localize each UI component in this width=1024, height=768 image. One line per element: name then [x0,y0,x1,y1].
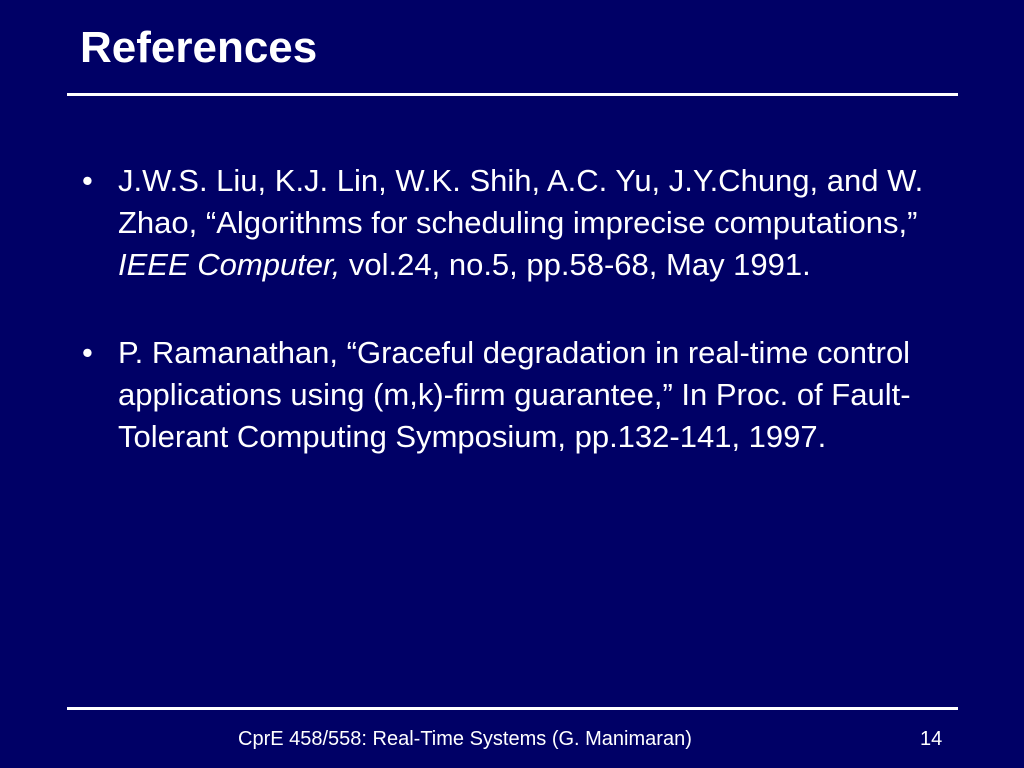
reference-item [80,160,960,286]
page-number: 14 [920,728,943,750]
reference-details: vol.24, no.5, pp.58-68, May 1991. [340,247,811,282]
footer-divider [67,707,958,710]
bullet-icon: • [82,335,93,370]
title-divider [67,93,958,96]
reference-journal: IEEE Computer, [118,247,341,282]
footer-course: CprE 458/558: Real-Time Systems (G. Manimaran) [238,728,692,750]
slide-title: References [80,23,318,72]
bullet-icon: • [82,163,93,198]
reference-text: J.W.S. Liu, K.J. Lin, W.K. Shih, A.C. Yu, J.Y.Chung, and W. Zhao, “Algorithms for scheduling imprecise computations,” [118,163,924,240]
reference-text: P. Ramanathan, “Graceful degradation in real-time control applications using (m,k)-firm guarantee,” In Proc. of Fault-Tolerant Computing Symposium, pp.132-141, 1997. [118,335,911,454]
reference-list [80,160,960,504]
reference-item [80,332,960,458]
